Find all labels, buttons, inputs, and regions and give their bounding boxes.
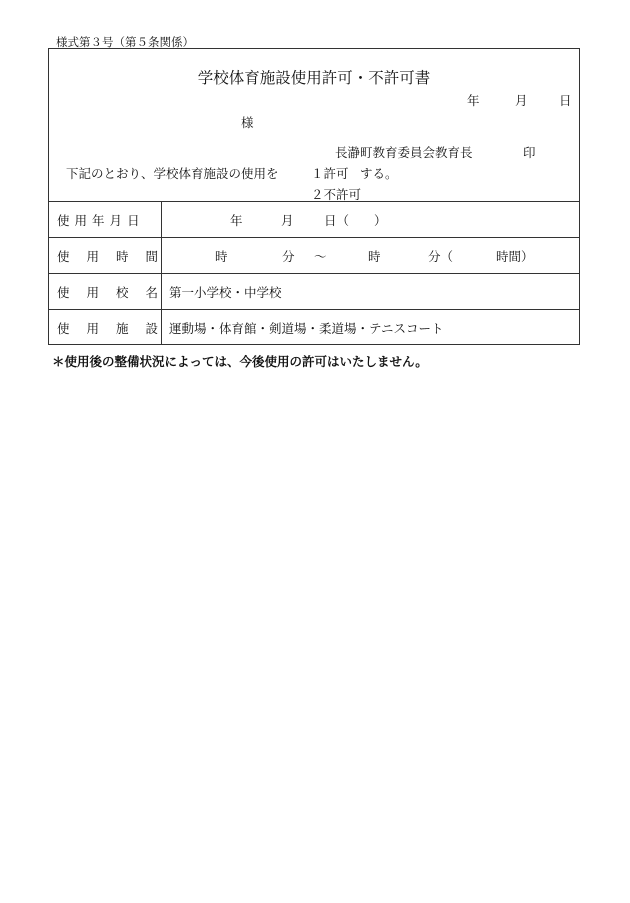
usage-year-label: 年 <box>230 212 243 228</box>
usage-day-label: 日（ <box>324 212 350 228</box>
date-day-label: 日 <box>559 93 572 108</box>
label-char: 日 <box>127 212 140 228</box>
school-name-text: 第一小学校・中学校 <box>169 284 282 300</box>
row-label-facility <box>49 310 162 345</box>
label-char: 用 <box>74 212 88 228</box>
label-char: 使 <box>57 212 70 228</box>
usage-time-value[interactable] <box>162 238 579 273</box>
usage-date-value[interactable] <box>162 202 579 237</box>
addressee-suffix: 様 <box>241 115 254 130</box>
facility-list-text: 運動場・体育館・剣道場・柔道場・テニスコート <box>169 320 444 336</box>
label-char: 使 <box>57 320 70 336</box>
duration-hours-label: 時間） <box>496 248 534 264</box>
end-minute-label: 分（ <box>428 248 454 264</box>
form-header <box>49 49 579 201</box>
row-label-school-name <box>49 274 162 309</box>
statement-suffix: する。 <box>360 166 398 181</box>
row-usage-date <box>49 201 579 237</box>
form-title: 学校体育施設使用許可・不許可書 <box>197 69 431 87</box>
row-label-usage-time <box>49 238 162 273</box>
date-month-label: 月 <box>515 93 528 108</box>
label-char: 使 <box>57 284 70 300</box>
usage-note: ＊使用後の整備状況によっては、今後使用の許可はいたしません。 <box>52 354 428 369</box>
statement-text: 下記のとおり、学校体育施設の使用を <box>66 166 279 181</box>
school-name-value[interactable] <box>162 274 579 309</box>
row-facility <box>49 309 579 345</box>
label-char: 設 <box>145 320 159 336</box>
option-approve: １許可 <box>311 166 349 181</box>
row-label-usage-date <box>49 202 162 237</box>
time-range-tilde: ～ <box>314 248 327 264</box>
seal-mark: 印 <box>523 145 536 160</box>
label-char: 月 <box>109 212 123 228</box>
label-char: 用 <box>86 320 100 336</box>
label-char: 時 <box>116 248 129 264</box>
end-hour-label: 時 <box>368 248 381 264</box>
start-minute-label: 分 <box>282 248 295 264</box>
label-char: 校 <box>116 284 129 300</box>
label-char: 用 <box>86 284 100 300</box>
issuer-name: 長瀞町教育委員会教育長 <box>335 145 473 160</box>
label-char: 使 <box>57 248 70 264</box>
label-char: 施 <box>116 320 129 336</box>
date-year-label: 年 <box>467 93 480 108</box>
label-char: 年 <box>92 212 105 228</box>
permit-form <box>48 48 580 345</box>
row-school-name <box>49 273 579 309</box>
label-char: 名 <box>145 284 159 300</box>
label-char: 間 <box>145 248 159 264</box>
usage-weekday-close: ） <box>374 212 387 228</box>
facility-value[interactable] <box>162 310 579 345</box>
start-hour-label: 時 <box>215 248 228 264</box>
label-char: 用 <box>86 248 100 264</box>
option-deny: ２不許可 <box>311 187 362 202</box>
usage-month-label: 月 <box>281 212 294 228</box>
form-number-label: 様式第３号（第５条関係） <box>56 35 194 49</box>
row-usage-time <box>49 237 579 273</box>
